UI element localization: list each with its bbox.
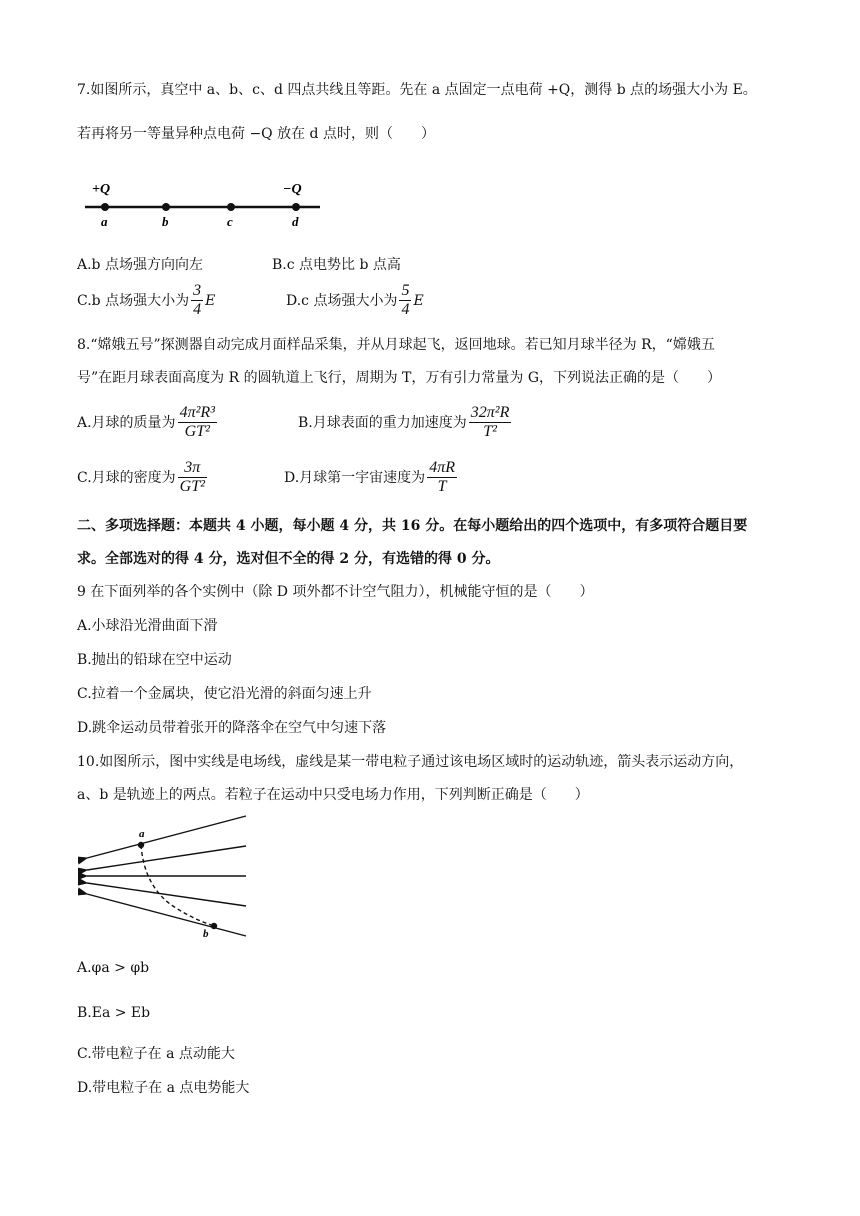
- q8-option-b-text: B.月球表面的重力加速度为: [298, 414, 467, 431]
- q8-option-c: [77, 459, 209, 497]
- q8-d-den: T: [427, 477, 457, 496]
- q8-option-c-fraction: [178, 459, 207, 497]
- q7-point-d: [292, 203, 300, 211]
- q8-option-b: [298, 404, 513, 442]
- q9-option-b: B.抛出的铅球在空中运动: [77, 652, 232, 668]
- q7-option-c-unit: E: [205, 292, 216, 309]
- q7-figure: [80, 176, 330, 236]
- q7-d-num: 5: [401, 282, 410, 299]
- q10-stem-line1: 10.如图所示，图中实线是电场线，虚线是某一带电粒子通过该电场区域时的运动轨迹，箭头表示运动方向，: [77, 754, 744, 770]
- q8-b-num: 32π²R: [470, 404, 510, 421]
- q7-option-a: A.b 点场强方向向左: [77, 257, 203, 273]
- q7-label-a: a: [101, 214, 108, 229]
- q7-label-plusQ: +Q: [92, 182, 111, 197]
- q8-option-d: [284, 459, 459, 497]
- section2-heading-line1: 二、多项选择题：本题共 4 小题，每小题 4 分，共 16 分。在每小题给出的四个选项中，有多项符合题目要: [77, 518, 748, 534]
- q7-option-c-fraction: [191, 282, 203, 320]
- q10-field-figure: [78, 812, 253, 942]
- q7-option-d-fraction: [399, 282, 411, 320]
- q10-point-a: [138, 842, 144, 848]
- q8-d-num: 4πR: [429, 459, 455, 476]
- q7-option-c: [77, 282, 215, 320]
- q10-trajectory: [141, 845, 214, 926]
- q10-option-a: A.φa > φb: [77, 960, 150, 976]
- q8-option-d-text: D.月球第一宇宙速度为: [284, 469, 426, 486]
- q7-point-c: [227, 203, 235, 211]
- q7-stem-line1: 7.如图所示，真空中 a、b、c、d 四点共线且等距。先在 a 点固定一点电荷 +Q，测得 b 点的场强大小为 E。: [77, 82, 757, 98]
- section2-heading-line2: 求。全部选对的得 4 分，选对但不全的得 2 分，有选错的得 0 分。: [77, 551, 500, 567]
- q8-option-c-text: C.月球的密度为: [77, 469, 176, 486]
- q9-option-d: D.跳伞运动员带着张开的降落伞在空气中匀速下落: [77, 720, 387, 736]
- q8-stem-line2: 号”在距月球表面高度为 R 的圆轨道上飞行，周期为 T，万有引力常量为 G，下列说法正确的是（ ）: [77, 370, 722, 386]
- q7-option-d-unit: E: [413, 292, 424, 309]
- q10-option-b: B.Ea > Eb: [77, 1005, 151, 1021]
- q10-field-line-5: [87, 894, 246, 936]
- q8-option-a: [77, 404, 219, 442]
- q8-option-a-text: A.月球的质量为: [77, 414, 176, 431]
- q8-option-b-fraction: [469, 404, 512, 442]
- q7-point-b: [162, 203, 170, 211]
- q10-option-d: D.带电粒子在 a 点电势能大: [77, 1080, 250, 1096]
- q10-stem-line2: a、b 是轨迹上的两点。若粒子在运动中只受电场力作用，下列判断正确是（ ）: [77, 787, 589, 803]
- q7-d-den: 4: [401, 301, 410, 319]
- q7-label-minusQ: −Q: [283, 182, 302, 197]
- q7-option-b: B.c 点电势比 b 点高: [272, 257, 401, 273]
- q7-c-den: 4: [193, 301, 202, 319]
- q8-option-a-fraction: [178, 404, 217, 442]
- q8-option-d-fraction: [427, 459, 457, 497]
- q8-a-num: 4π²R³: [179, 404, 215, 421]
- q7-option-d: [286, 282, 424, 320]
- q7-stem-line2: 若再将另一等量异种点电荷 −Q 放在 d 点时，则（ ）: [77, 126, 435, 142]
- q8-c-num: 3π: [184, 459, 201, 476]
- q10-field-line-4: [87, 883, 246, 906]
- q7-point-a: [101, 203, 109, 211]
- q9-stem: 9 在下面列举的各个实例中（除 D 项外都不计空气阻力），机械能守恒的是（ ）: [77, 584, 594, 600]
- q7-option-c-text: C.b 点场强大小为: [77, 292, 190, 309]
- q8-a-den: GT²: [178, 422, 217, 441]
- q7-label-d: d: [292, 214, 299, 229]
- q7-label-c: c: [227, 214, 233, 229]
- q10-field-line-1: [87, 816, 246, 858]
- q10-point-b: [211, 923, 217, 929]
- q8-b-den: T²: [469, 422, 512, 441]
- q8-stem-line1: 8.“嫦娥五号”探测器自动完成月面样品采集，并从月球起飞，返回地球。若已知月球半径为 R，“嫦娥五: [77, 337, 715, 353]
- q9-option-a: A.小球沿光滑曲面下滑: [77, 618, 218, 634]
- q9-option-c: C.拉着一个金属块，使它沿光滑的斜面匀速上升: [77, 686, 372, 702]
- q10-option-c: C.带电粒子在 a 点动能大: [77, 1046, 235, 1062]
- q7-option-d-text: D.c 点场强大小为: [286, 292, 398, 309]
- q10-label-a: a: [139, 828, 145, 840]
- q8-c-den: GT²: [179, 478, 205, 496]
- q10-label-b: b: [203, 928, 209, 940]
- q7-c-num: 3: [193, 282, 202, 299]
- q7-label-b: b: [162, 214, 169, 229]
- q10-field-line-2: [87, 846, 246, 870]
